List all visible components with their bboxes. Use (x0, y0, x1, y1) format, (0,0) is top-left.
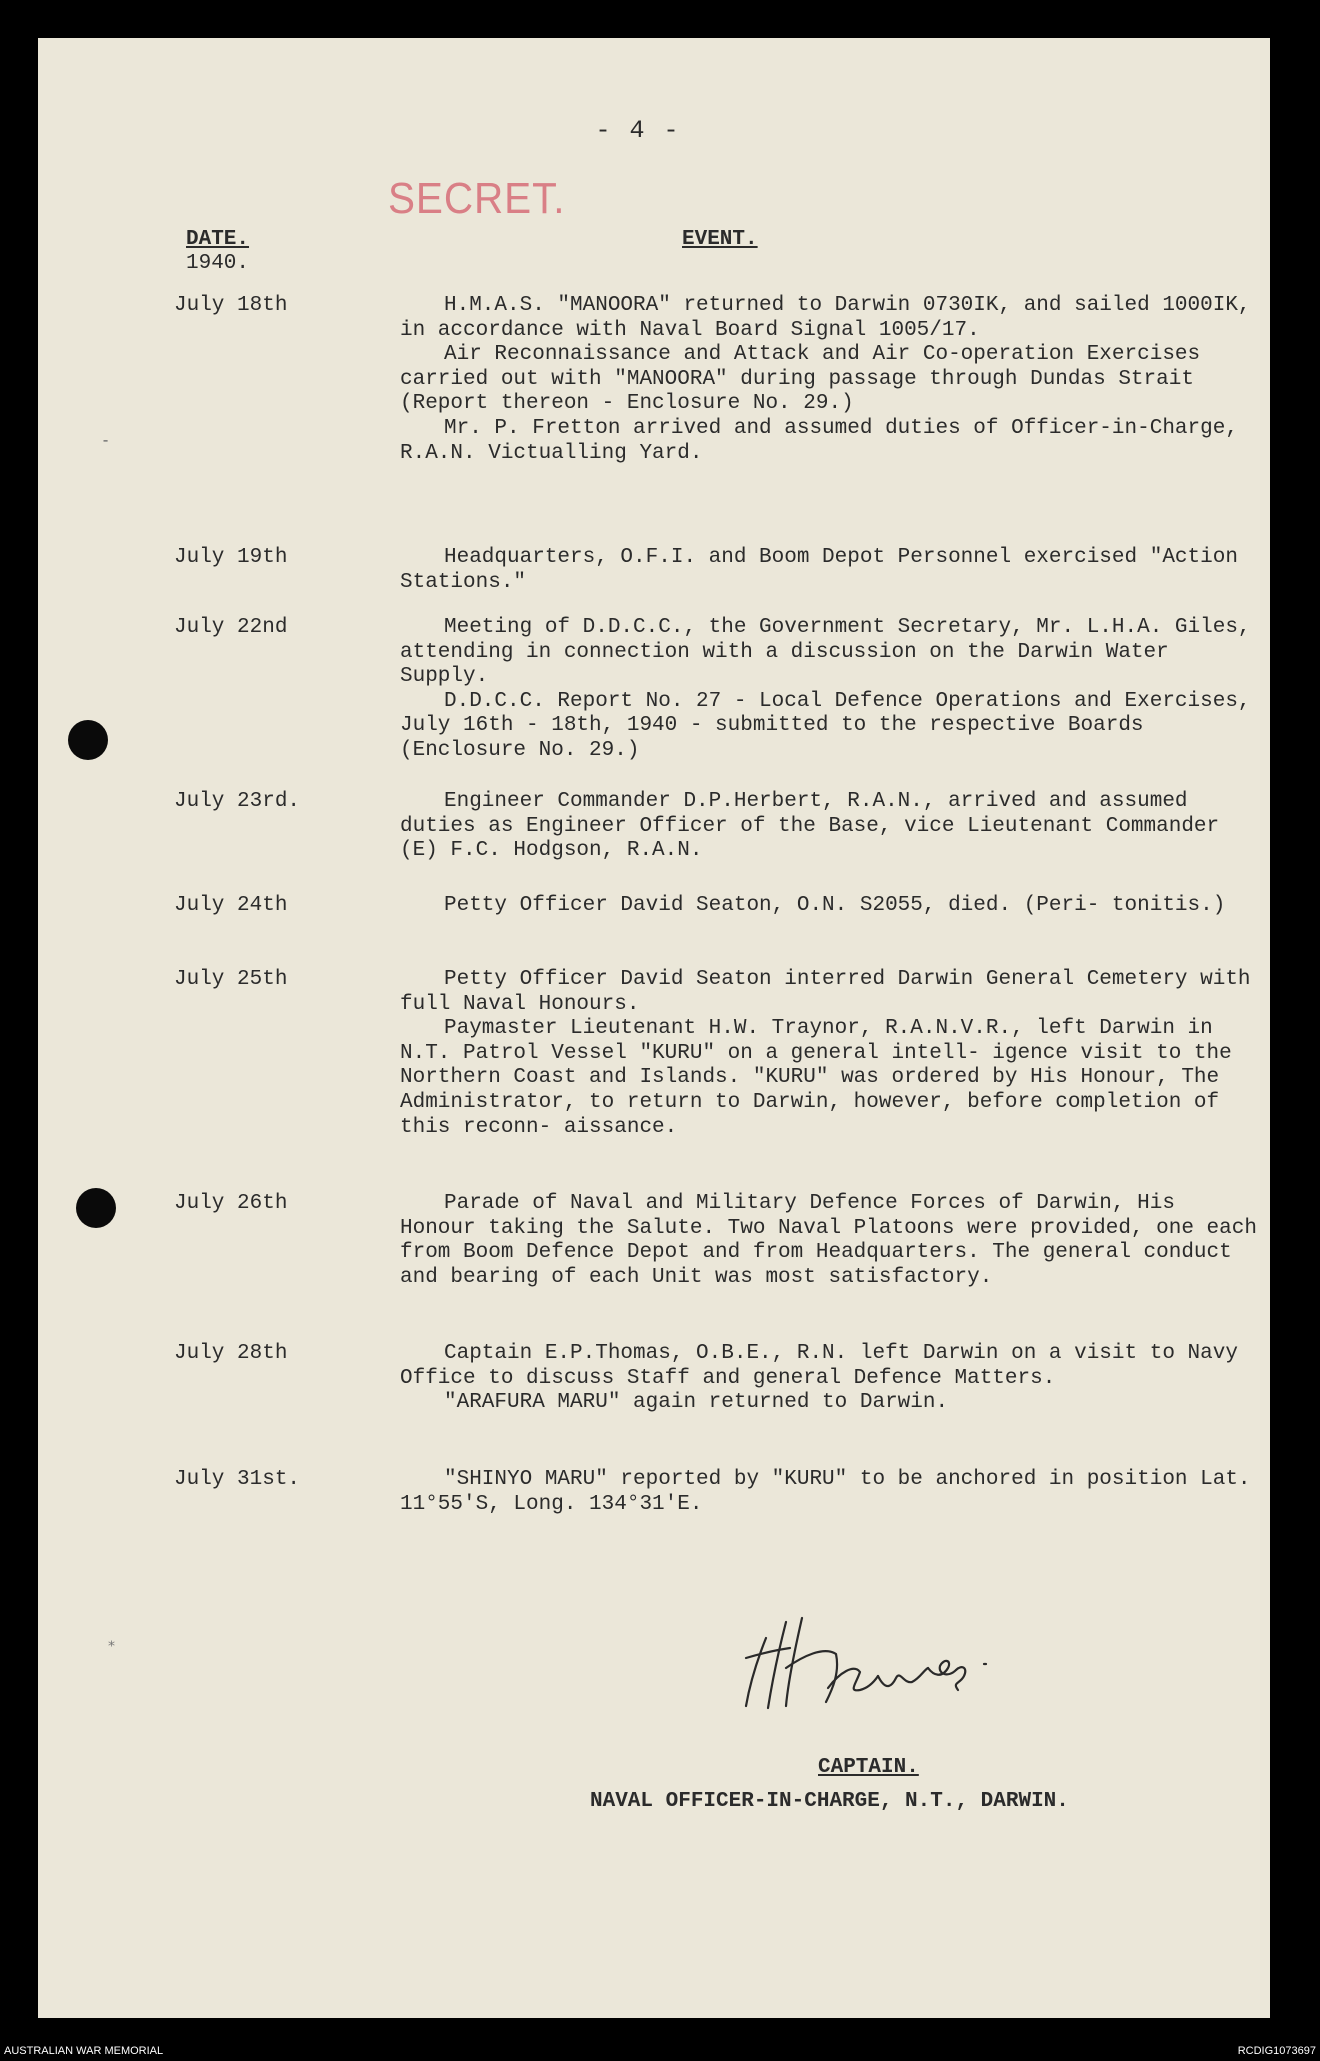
page-number: - 4 - (595, 116, 681, 145)
entry-date: July 26th (174, 1192, 288, 1215)
entry-text (400, 894, 1260, 919)
entry-text (400, 790, 1260, 864)
entry-text (400, 1192, 1260, 1290)
paper-speck: ⁎ (108, 1635, 115, 1651)
entry-paragraph: Captain E.P.Thomas, O.B.E., R.N. left Darwin on a visit to Navy Office to discuss Staff and general Defence Matters. (400, 1342, 1238, 1390)
entry-text (400, 616, 1260, 764)
entry-paragraph: H.M.A.S. "MANOORA" returned to Darwin 0730IK, and sailed 1000IK, in accordance with Naval Board Signal 1005/17. (400, 294, 1251, 342)
document-page (38, 38, 1270, 2018)
signatory-title: CAPTAIN. (818, 1756, 919, 1779)
entry-text (400, 294, 1260, 466)
year-label: 1940. (186, 252, 250, 275)
entry-paragraph: D.D.C.C. Report No. 27 - Local Defence Operations and Exercises, July 16th - 18th, 1940 - submitted to the respective Boards (Enclosure No. 29.) (400, 689, 1251, 762)
archive-reference: RCDIG1073697 (1237, 2045, 1316, 2057)
entry-paragraph: "ARAFURA MARU" again returned to Darwin. (444, 1391, 949, 1415)
signatory-office: NAVAL OFFICER-IN-CHARGE, N.T., DARWIN. (590, 1790, 1069, 1813)
entry-paragraph: Mr. P. Fretton arrived and assumed duties of Officer-in-Charge, R.A.N. Victualling Yard. (400, 416, 1238, 465)
entry-text (400, 968, 1260, 1140)
entry-date: July 28th (174, 1342, 288, 1365)
entry-paragraph: Engineer Commander D.P.Herbert, R.A.N., arrived and assumed duties as Engineer Officer of the Base, vice Lieutenant Commander (E) F.C. Hodgson, R.A.N. (400, 790, 1220, 863)
secret-stamp: SECRET. (388, 174, 566, 223)
archive-credit: AUSTRALIAN WAR MEMORIAL (4, 2045, 164, 2057)
entry-paragraph: Headquarters, O.F.I. and Boom Depot Personnel exercised "Action Stations." (400, 546, 1238, 594)
entry-date: July 25th (174, 968, 288, 991)
handwritten-signature (728, 1598, 1008, 1728)
punch-hole (76, 1188, 116, 1228)
entry-date: July 18th (174, 294, 288, 317)
entry-paragraph: Parade of Naval and Military Defence Forces of Darwin, His Honour taking the Salute. Two Naval Platoons were provided, one each from Boom Defence Depot and from Headquarters. The general conduct and bearing of each Unit was most satisfactory. (400, 1192, 1257, 1289)
punch-hole (68, 720, 108, 760)
entry-paragraph: Petty Officer David Seaton interred Darwin General Cemetery with full Naval Honours. (400, 968, 1251, 1016)
entry-paragraph: Petty Officer David Seaton, O.N. S2055, died. (Peri- tonitis.) (444, 894, 1226, 917)
entry-date: July 24th (174, 894, 288, 917)
entry-paragraph: Paymaster Lieutenant H.W. Traynor, R.A.N.V.R., left Darwin in N.T. Patrol Vessel "KURU" on a general intell- igence visit to the Northern Coast and Islands. "KURU" was ordered by His Honour, The Administrator, to return to Darwin, however, before completion of this reconn- aissance. (400, 1017, 1232, 1139)
paper-speck: ⁃ (102, 435, 109, 451)
entry-date: July 19th (174, 546, 288, 569)
entry-date: July 22nd (174, 616, 288, 639)
entry-text (400, 1468, 1260, 1517)
entry-paragraph: "SHINYO MARU" reported by "KURU" to be anchored in position Lat. 11°55'S, Long. 134°31'E. (400, 1468, 1251, 1516)
entry-paragraph: Meeting of D.D.C.C., the Government Secretary, Mr. L.H.A. Giles, attending in connection with a discussion on the Darwin Water Supply. (400, 616, 1251, 689)
entry-date: July 31st. (174, 1468, 301, 1491)
entry-text (400, 1342, 1260, 1416)
entry-paragraph: Air Reconnaissance and Attack and Air Co-operation Exercises carried out with "MANOORA" during passage through Dundas Strait (Report thereon - Enclosure No. 29.) (400, 343, 1201, 416)
event-column-header: EVENT. (682, 228, 758, 251)
entry-text (400, 546, 1260, 595)
date-column-header: DATE. (186, 228, 250, 251)
entry-date: July 23rd. (174, 790, 301, 813)
